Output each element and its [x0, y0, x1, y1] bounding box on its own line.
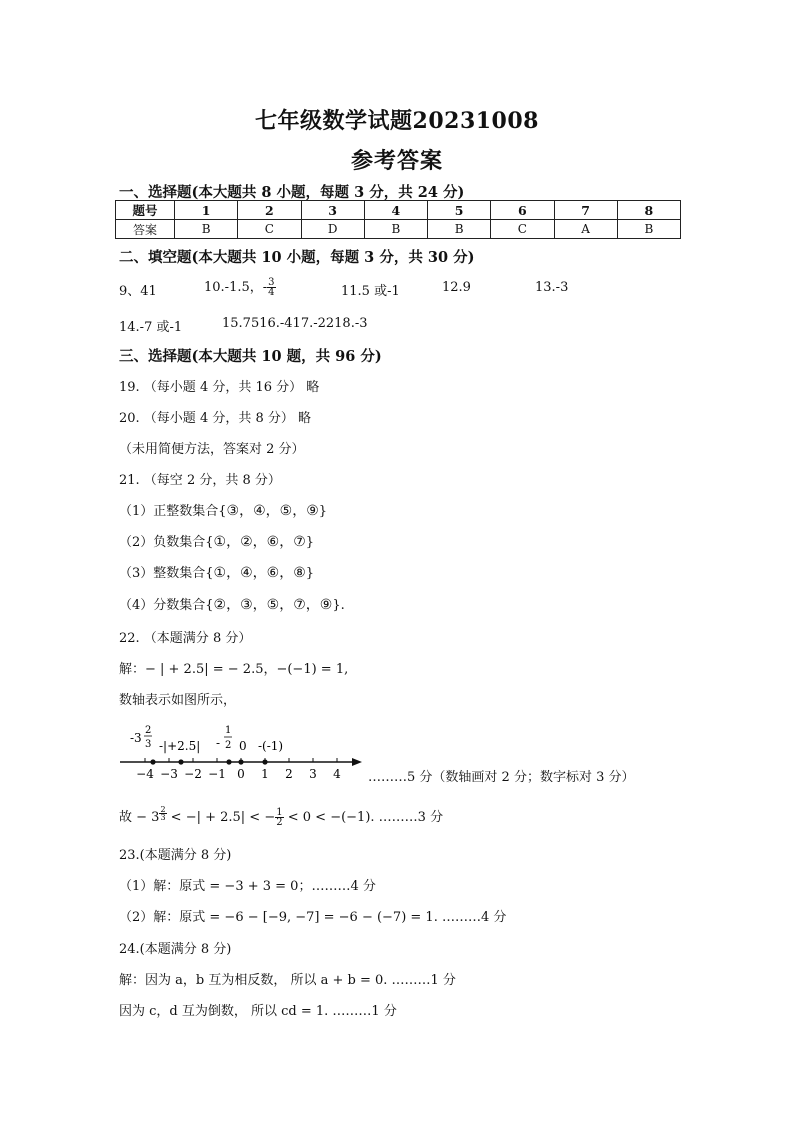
set-label: （2）负数集合{	[119, 535, 214, 550]
table-cell-number: 7	[554, 201, 617, 220]
question-23-part1: （1）解：原式 = −3 + 3 = 0；………4 分	[119, 879, 376, 894]
table-row-label: 题号	[116, 201, 175, 220]
number-line-tick-label: 4	[333, 767, 341, 781]
table-cell-number: 2	[238, 201, 301, 220]
question-21: 21. （每空 2 分，共 8 分）	[119, 473, 281, 488]
conclusion-part-a: 故 − 3	[119, 810, 160, 825]
question-24-line2: 因为 c，d 互为倒数， 所以 cd = 1. ………1 分	[119, 1004, 397, 1019]
table-cell-answer: B	[364, 220, 427, 239]
set-items: ③，④，⑤，⑨	[226, 503, 319, 519]
answer-12: 12.9	[442, 280, 471, 295]
question-19: 19. （每小题 4 分，共 16 分） 略	[119, 380, 320, 395]
table-cell-answer: B	[617, 220, 680, 239]
table-cell-answer: C	[491, 220, 554, 239]
table-cell-number: 3	[301, 201, 364, 220]
answer-15-18: 15.7516.-417.-2218.-3	[222, 316, 368, 331]
label-neg-3-2-3-den: 3	[145, 739, 152, 750]
page-subtitle: 参考答案	[350, 148, 443, 174]
label-neg-half-sign: -	[216, 736, 221, 750]
fraction-denominator: 2	[276, 817, 283, 828]
table-row-label: 答案	[116, 220, 175, 239]
number-line-tick-label: −2	[184, 767, 202, 781]
question-21-part3: （3）整数集合{①，④，⑥，⑧}	[119, 565, 315, 581]
question-20: 20. （每小题 4 分，共 8 分） 略	[119, 411, 312, 426]
number-line-tick-label: −1	[208, 767, 226, 781]
number-line-point	[150, 759, 155, 764]
question-22-solution: 解：− | + 2.5| = − 2.5，−(−1) = 1,	[119, 662, 349, 677]
set-end: }.	[332, 598, 345, 613]
number-line-point	[238, 759, 243, 764]
section1-heading: 一、选择题(本大题共 8 小题，每题 3 分，共 24 分)	[119, 184, 465, 201]
fraction-numerator: 2	[160, 805, 166, 814]
question-21-part2: （2）负数集合{①，②，⑥，⑦}	[119, 534, 315, 550]
question-22-description: 数轴表示如图所示，	[119, 693, 237, 708]
answer-14: 14.-7 或-1	[119, 320, 183, 335]
label-neg-3-2-3-int: -3	[130, 731, 142, 745]
number-line-diagram	[118, 718, 366, 784]
label-neg-half-num: 1	[225, 725, 232, 736]
answer-10-prefix: 10.-1.5，-	[204, 280, 268, 295]
number-line-tick-label: −3	[160, 767, 178, 781]
set-label: （4）分数集合{	[119, 598, 214, 613]
fraction-denominator: 4	[268, 287, 275, 298]
question-21-part4	[119, 594, 345, 614]
section3-heading: 三、选择题(本大题共 10 题，共 96 分)	[119, 348, 382, 365]
question-24: 24.(本题满分 8 分)	[119, 942, 232, 957]
conclusion-superscript-fraction	[159, 806, 166, 821]
number-line-tick-label: 3	[309, 767, 317, 781]
question-23-part2: （2）解：原式 = −6 − [−9, −7] = −6 − (−7) = 1. ………4 分	[119, 910, 507, 925]
label-neg-abs-2-5: -|+2.5|	[159, 739, 201, 753]
page-title: 七年级数学试题20231008	[255, 108, 539, 134]
table-cell-number: 5	[428, 201, 491, 220]
table-cell-number: 1	[175, 201, 238, 220]
table-cell-number: 6	[491, 201, 554, 220]
label-neg-half-den: 2	[225, 740, 232, 751]
table-cell-answer: B	[175, 220, 238, 239]
question-23: 23.(本题满分 8 分)	[119, 848, 232, 863]
fraction-numerator: 3	[268, 277, 275, 288]
conclusion-part-b: < −| + 2.5| < −	[166, 810, 276, 825]
question-22-conclusion	[119, 806, 443, 827]
table-cell-number: 8	[617, 201, 680, 220]
conclusion-part-c: < 0 < −(−1). ………3 分	[283, 810, 444, 825]
table-cell-answer: D	[301, 220, 364, 239]
number-line-point	[262, 759, 267, 764]
question-24-line1: 解：因为 a，b 互为相反数， 所以 a + b = 0. ………1 分	[119, 973, 456, 988]
number-line-tick-label: 0	[237, 767, 245, 781]
set-label: （1）正整数集合{	[119, 504, 227, 519]
answer-table-header-row	[116, 201, 681, 220]
question-21-part1: （1）正整数集合{③，④，⑤，⑨}	[119, 503, 328, 519]
fraction-denominator: 3	[160, 813, 166, 822]
table-cell-answer: B	[428, 220, 491, 239]
answer-table	[115, 200, 681, 239]
answer-10-fraction	[267, 278, 275, 297]
label-neg-neg-1: -(-1)	[258, 739, 284, 753]
question-22: 22. （本题满分 8 分）	[119, 631, 252, 646]
label-neg-3-2-3-num: 2	[145, 725, 152, 736]
section2-heading: 二、填空题(本大题共 10 小题，每题 3 分，共 30 分)	[119, 249, 475, 266]
number-line-point	[178, 759, 183, 764]
question-20-note: （未用简便方法，答案对 2 分）	[119, 442, 305, 457]
number-line-tick-label: 1	[261, 767, 269, 781]
table-cell-answer: C	[238, 220, 301, 239]
question-22-score: ………5 分（数轴画对 2 分；数字标对 3 分）	[368, 770, 635, 785]
answer-11: 11.5 或-1	[341, 284, 400, 299]
number-line-tick-label: 2	[285, 767, 293, 781]
number-line-point	[226, 759, 231, 764]
set-items: ②，③，⑤，⑦，⑨	[213, 597, 333, 613]
set-items: ①，④，⑥，⑧	[213, 565, 306, 581]
number-line-tick-label: −4	[136, 767, 154, 781]
label-zero: 0	[239, 739, 247, 753]
set-label: （3）整数集合{	[119, 566, 214, 581]
answer-13: 13.-3	[535, 280, 569, 295]
fraction-numerator: 1	[276, 807, 283, 818]
set-items: ①，②，⑥，⑦	[213, 534, 306, 550]
answer-9: 9、41	[119, 284, 157, 299]
table-cell-number: 4	[364, 201, 427, 220]
answer-table-answer-row	[116, 220, 681, 239]
answer-10	[204, 276, 276, 297]
table-cell-answer: A	[554, 220, 617, 239]
number-line-arrow	[352, 758, 362, 766]
conclusion-fraction	[275, 808, 283, 827]
